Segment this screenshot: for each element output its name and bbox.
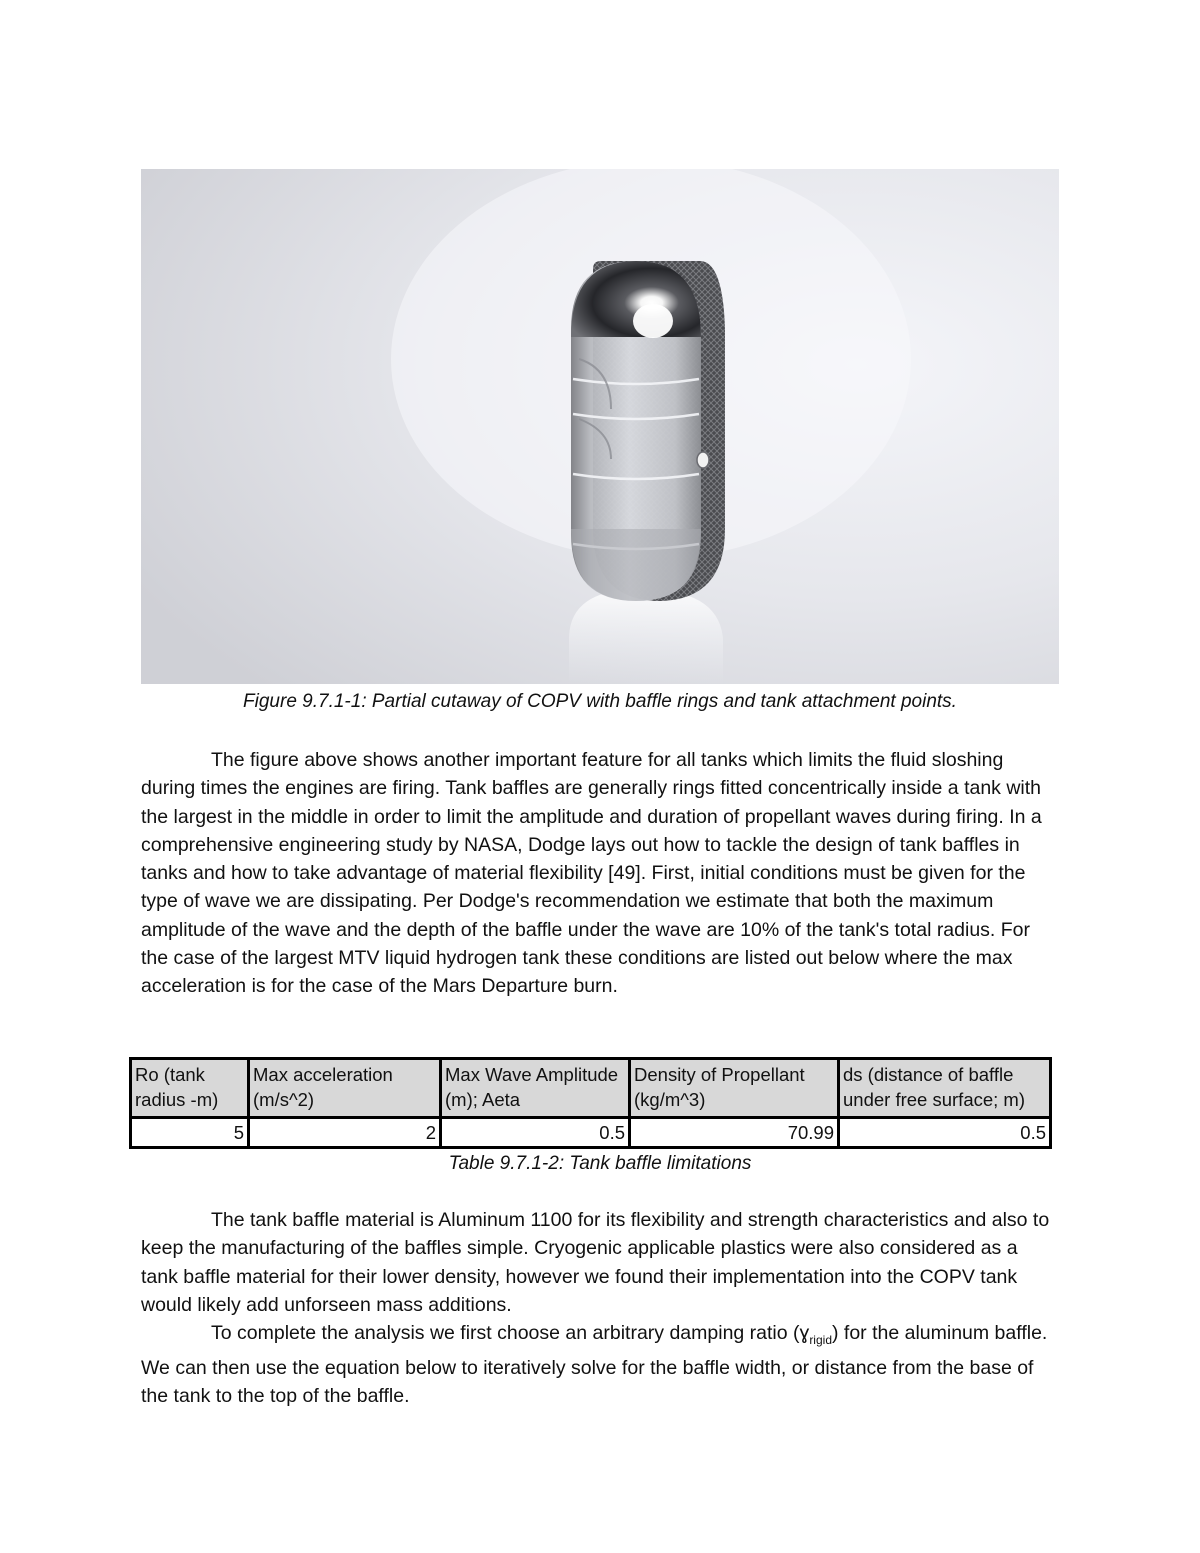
header-tank-radius: Ro (tank radius -m) [131, 1059, 249, 1118]
table-header-row [131, 1059, 1051, 1118]
body-paragraph-2 [141, 1206, 1056, 1319]
damping-ratio-symbol: ɣ [799, 1322, 810, 1344]
paragraph-3-text-after: ) for the aluminum baffle. We can then use the equation below to iteratively solve for the baffle width, or distance from the base of the tank to the top of the baffle. [141, 1322, 1048, 1408]
copv-tank-image [141, 169, 1059, 684]
copv-render-figure [141, 169, 1059, 684]
body-paragraph-3 [141, 1319, 1056, 1411]
table-row [131, 1118, 1051, 1148]
tank-baffle-limitations-table [129, 1057, 1052, 1149]
cell-max-acceleration: 2 [249, 1118, 441, 1148]
paragraph-3-text-before: To complete the analysis we first choose an arbitrary damping ratio ( [211, 1322, 800, 1344]
table-caption: Table 9.7.1-2: Tank baffle limitations [448, 1153, 752, 1174]
header-density-propellant: Density of Propellant (kg/m^3) [630, 1059, 839, 1118]
header-baffle-distance: ds (distance of baffle under free surface; m) [839, 1059, 1051, 1118]
figure-caption: Figure 9.7.1-1: Partial cutaway of COPV with baffle rings and tank attachment points. [243, 691, 957, 712]
paragraph-1-text: The figure above shows another important feature for all tanks which limits the fluid sloshing during times the engines are firing. Tank baffles are generally rings fitted concentrically inside a tank with the largest in the middle in order to limit the amplitude and duration of propellant waves during firing. In a comprehensive engineering study by NASA, Dodge lays out how to tackle the design of tank baffles in tanks and how to take advantage of material flexibility [49]. First, initial conditions must be given for the type of wave we are dissipating. Per Dodge's recommendation we estimate that both the maximum amplitude of the wave and the depth of the baffle under the wave are 10% of the tank's total radius. For the case of the largest MTV liquid hydrogen tank these conditions are listed out below where the max acceleration is for the case of the Mars Departure burn. [141, 749, 1042, 998]
cell-density-propellant: 70.99 [630, 1118, 839, 1148]
cell-tank-radius: 5 [131, 1118, 249, 1148]
paragraph-2-text: The tank baffle material is Aluminum 1100 for its flexibility and strength characteristics and also to keep the manufacturing of the baffles simple. Cryogenic applicable plastics were also considered as a tank baffle material for their lower density, however we found their implementation into the COPV tank would likely add unforseen mass additions. [141, 1209, 1050, 1316]
body-paragraph-1 [141, 746, 1056, 1001]
cell-baffle-distance: 0.5 [839, 1118, 1051, 1148]
header-max-acceleration: Max acceleration (m/s^2) [249, 1059, 441, 1118]
header-max-wave-amplitude: Max Wave Amplitude (m); Aeta [441, 1059, 630, 1118]
cell-max-wave-amplitude: 0.5 [441, 1118, 630, 1148]
damping-ratio-subscript: rigid [809, 1332, 832, 1347]
